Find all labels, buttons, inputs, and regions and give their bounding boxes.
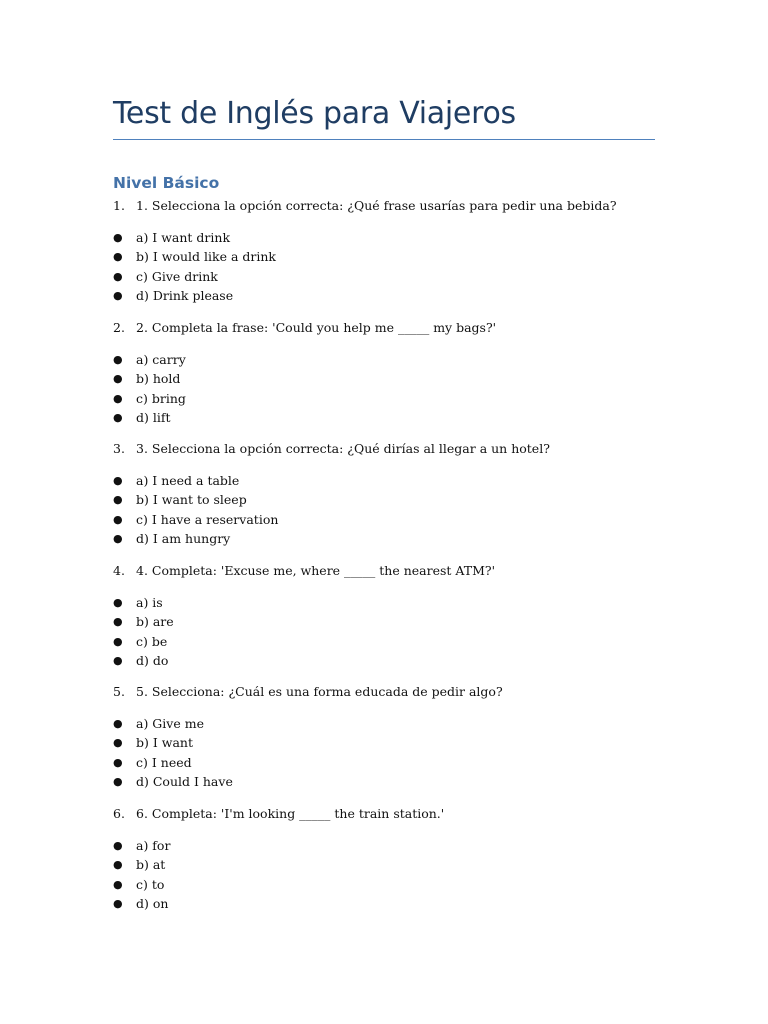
- option-text: c) to: [136, 876, 165, 892]
- question-3: [113, 440, 550, 458]
- question-2: [113, 319, 496, 337]
- bullet-icon: ●: [113, 755, 123, 769]
- option-text: c) I have a reservation: [136, 511, 279, 527]
- title-divider: [113, 139, 655, 140]
- question-text: 5. Selecciona: ¿Cuál es una forma educada de pedir algo?: [136, 684, 503, 699]
- option-text: d) I am hungry: [136, 530, 231, 546]
- bullet-icon: ●: [113, 858, 123, 872]
- option-text: a) for: [136, 838, 171, 853]
- option-text: b) I want: [136, 735, 193, 751]
- question-number: 6.: [113, 806, 125, 821]
- option-text: c) bring: [136, 390, 186, 406]
- question-5: [113, 683, 503, 701]
- bullet-icon: ●: [113, 596, 123, 609]
- option-text: d) Drink please: [136, 287, 234, 303]
- bullet-icon: ●: [113, 250, 123, 264]
- option-text: b) I would like a drink: [136, 249, 276, 265]
- option-text: b) are: [136, 614, 174, 630]
- bullet-icon: ●: [113, 877, 123, 891]
- option-text: c) I need: [136, 754, 192, 770]
- bullet-icon: ●: [113, 288, 123, 302]
- question-number: 4.: [113, 563, 125, 578]
- question-number: 3.: [113, 441, 125, 456]
- bullet-icon: ●: [113, 653, 123, 667]
- option-text: d) lift: [136, 409, 171, 425]
- bullet-icon: ●: [113, 531, 123, 545]
- option-text: b) hold: [136, 371, 181, 387]
- option-text: a) I need a table: [136, 473, 240, 488]
- option-text: a) carry: [136, 352, 186, 367]
- bullet-icon: ●: [113, 269, 123, 283]
- bullet-icon: ●: [113, 372, 123, 386]
- option-text: c) be: [136, 633, 168, 649]
- question-text: 4. Completa: 'Excuse me, where _____ the nearest ATM?': [136, 563, 496, 578]
- bullet-icon: ●: [113, 410, 123, 424]
- bullet-icon: ●: [113, 839, 123, 852]
- question-text: 6. Completa: 'I'm looking _____ the train station.': [136, 806, 445, 821]
- option-text: d) Could I have: [136, 773, 233, 789]
- question-number: 1.: [113, 198, 125, 213]
- option-text: b) I want to sleep: [136, 492, 247, 508]
- option-text: a) is: [136, 595, 163, 610]
- bullet-icon: ●: [113, 736, 123, 750]
- bullet-icon: ●: [113, 474, 123, 487]
- bullet-icon: ●: [113, 512, 123, 526]
- question-number: 5.: [113, 684, 125, 699]
- bullet-icon: ●: [113, 896, 123, 910]
- bullet-icon: ●: [113, 231, 123, 244]
- bullet-icon: ●: [113, 391, 123, 405]
- question-number: 2.: [113, 320, 125, 335]
- bullet-icon: ●: [113, 493, 123, 507]
- bullet-icon: ●: [113, 774, 123, 788]
- option-text: d) do: [136, 652, 169, 668]
- option-text: a) Give me: [136, 716, 204, 731]
- question-1: [113, 197, 617, 215]
- bullet-icon: ●: [113, 634, 123, 648]
- bullet-icon: ●: [113, 353, 123, 366]
- option-text: a) I want drink: [136, 230, 231, 245]
- question-text: 2. Completa la frase: 'Could you help me _____ my bags?': [136, 320, 497, 335]
- option-text: c) Give drink: [136, 268, 218, 284]
- question-6: [113, 805, 444, 823]
- bullet-icon: ●: [113, 717, 123, 730]
- option-text: d) on: [136, 895, 169, 911]
- question-4: [113, 562, 495, 580]
- question-text: 3. Selecciona la opción correcta: ¿Qué dirías al llegar a un hotel?: [136, 441, 550, 456]
- bullet-icon: ●: [113, 615, 123, 629]
- document-title: Test de Inglés para Viajeros: [113, 96, 516, 131]
- section-heading: Nivel Básico: [113, 174, 220, 192]
- question-text: 1. Selecciona la opción correcta: ¿Qué frase usarías para pedir una bebida?: [136, 198, 617, 213]
- option-text: b) at: [136, 857, 166, 873]
